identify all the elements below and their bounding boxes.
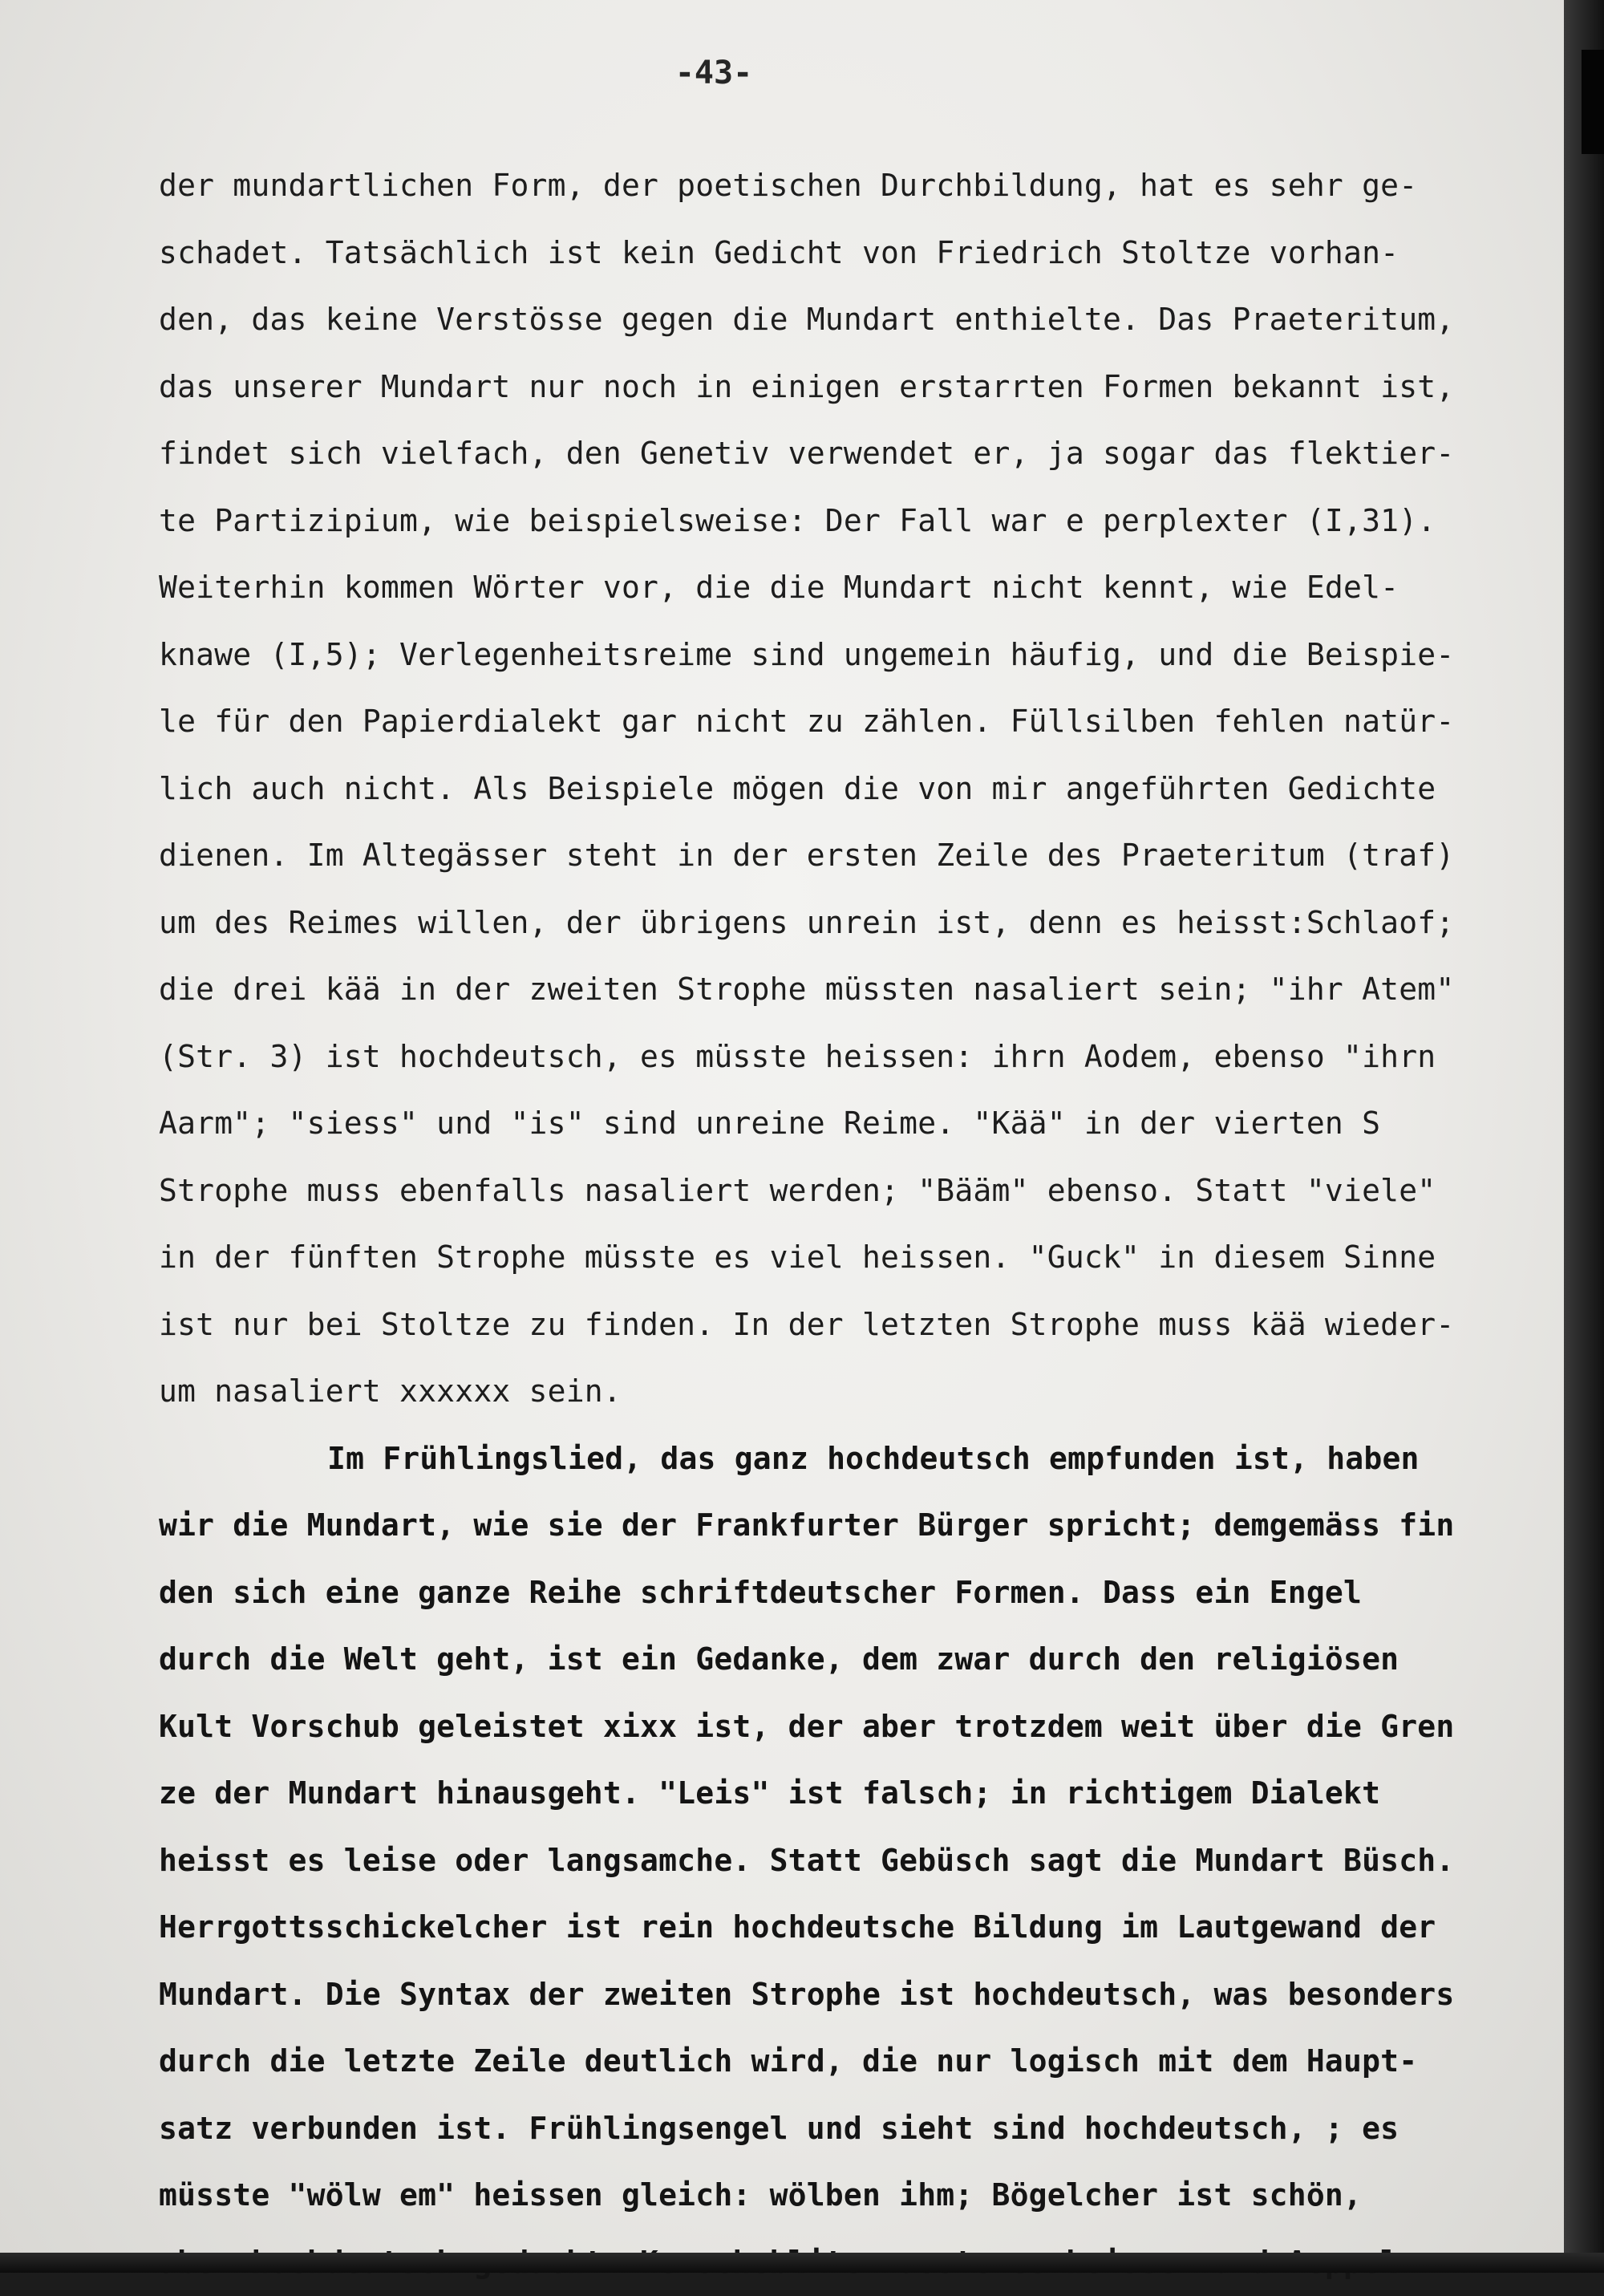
text-line: die drei kää in der zweiten Strophe müssten nasaliert sein; "ihr Atem" bbox=[159, 956, 1570, 1024]
text-line: Mundart. Die Syntax der zweiten Strophe ist hochdeutsch, was besonders bbox=[159, 1961, 1570, 2029]
text-line: um des Reimes willen, der übrigens unrein ist, denn es heisst:Schlaof; bbox=[159, 890, 1570, 957]
text-line: Strophe muss ebenfalls nasaliert werden; "Bääm" ebenso. Statt "viele" bbox=[159, 1158, 1570, 1225]
text-line: um nasaliert xxxxxx sein. bbox=[159, 1358, 1570, 1426]
text-line: Im Frühlingslied, das ganz hochdeutsch empfunden ist, haben bbox=[159, 1426, 1570, 1493]
text-line: findet sich vielfach, den Genetiv verwendet er, ja sogar das flektier- bbox=[159, 420, 1570, 488]
text-line: müsste "wölw em" heissen gleich: wölben ihm; Bögelcher ist schön, bbox=[159, 2162, 1570, 2229]
text-line: wir die Mundart, wie sie der Frankfurter Bürger spricht; demgemäss fin bbox=[159, 1492, 1570, 1560]
text-line: Kult Vorschub geleistet xixx ist, der aber trotzdem weit über die Gren bbox=[159, 1694, 1570, 1761]
text-line: knawe (I,5); Verlegenheitsreime sind ungemein häufig, und die Beispie- bbox=[159, 622, 1570, 689]
text-line: ist nur bei Stoltze zu finden. In der letzten Strophe muss kää wieder- bbox=[159, 1292, 1570, 1359]
text-line: heisst es leise oder langsamche. Statt Gebüsch sagt die Mundart Büsch. bbox=[159, 1827, 1570, 1895]
text-line: (Str. 3) ist hochdeutsch, es müsste heissen: ihrn Aodem, ebenso "ihrn bbox=[159, 1024, 1570, 1091]
body-text bbox=[159, 152, 1570, 2296]
text-line: der mundartlichen Form, der poetischen Durchbildung, hat es sehr ge- bbox=[159, 152, 1570, 220]
text-line: satz verbunden ist. Frühlingsengel und sieht sind hochdeutsch, ; es bbox=[159, 2095, 1570, 2163]
text-line: lich auch nicht. Als Beispiele mögen die von mir angeführten Gedichte bbox=[159, 756, 1570, 823]
text-line: den, das keine Verstösse gegen die Mundart enthielte. Das Praeteritum, bbox=[159, 286, 1570, 354]
text-line: te Partizipium, wie beispielsweise: Der Fall war e perplexter (I,31). bbox=[159, 488, 1570, 555]
text-line: dienen. Im Altegässer steht in der ersten Zeile des Praeteritum (traf) bbox=[159, 822, 1570, 890]
text-line: das unserer Mundart nur noch in einigen erstarrten Formen bekannt ist, bbox=[159, 354, 1570, 421]
bottom-edge-shadow bbox=[0, 2253, 1604, 2273]
text-line: durch die letzte Zeile deutlich wird, die nur logisch mit dem Haupt- bbox=[159, 2028, 1570, 2095]
text-line: schadet. Tatsächlich ist kein Gedicht von Friedrich Stoltze vorhan- bbox=[159, 220, 1570, 287]
page-number: -43- bbox=[0, 55, 1428, 91]
text-line: le für den Papierdialekt gar nicht zu zählen. Füllsilben fehlen natür- bbox=[159, 688, 1570, 756]
text-line: Herrgottsschickelcher ist rein hochdeutsche Bildung im Lautgewand der bbox=[159, 1894, 1570, 1961]
text-line: in der fünften Strophe müsste es viel heissen. "Guck" in diesem Sinne bbox=[159, 1224, 1570, 1292]
text-line: Weiterhin kommen Wörter vor, die die Mundart nicht kennt, wie Edel- bbox=[159, 554, 1570, 622]
page-edge-shadow bbox=[1564, 0, 1604, 2273]
text-line: den sich eine ganze Reihe schriftdeutscher Formen. Dass ein Engel bbox=[159, 1560, 1570, 1627]
binding-tab bbox=[1582, 50, 1604, 154]
text-line: ze der Mundart hinausgeht. "Leis" ist falsch; in richtigem Dialekt bbox=[159, 1760, 1570, 1827]
text-line: Aarm"; "siess" und "is" sind unreine Reime. "Kää" in der vierten S bbox=[159, 1090, 1570, 1158]
text-line: durch die Welt geht, ist ein Gedanke, dem zwar durch den religiösen bbox=[159, 1626, 1570, 1694]
